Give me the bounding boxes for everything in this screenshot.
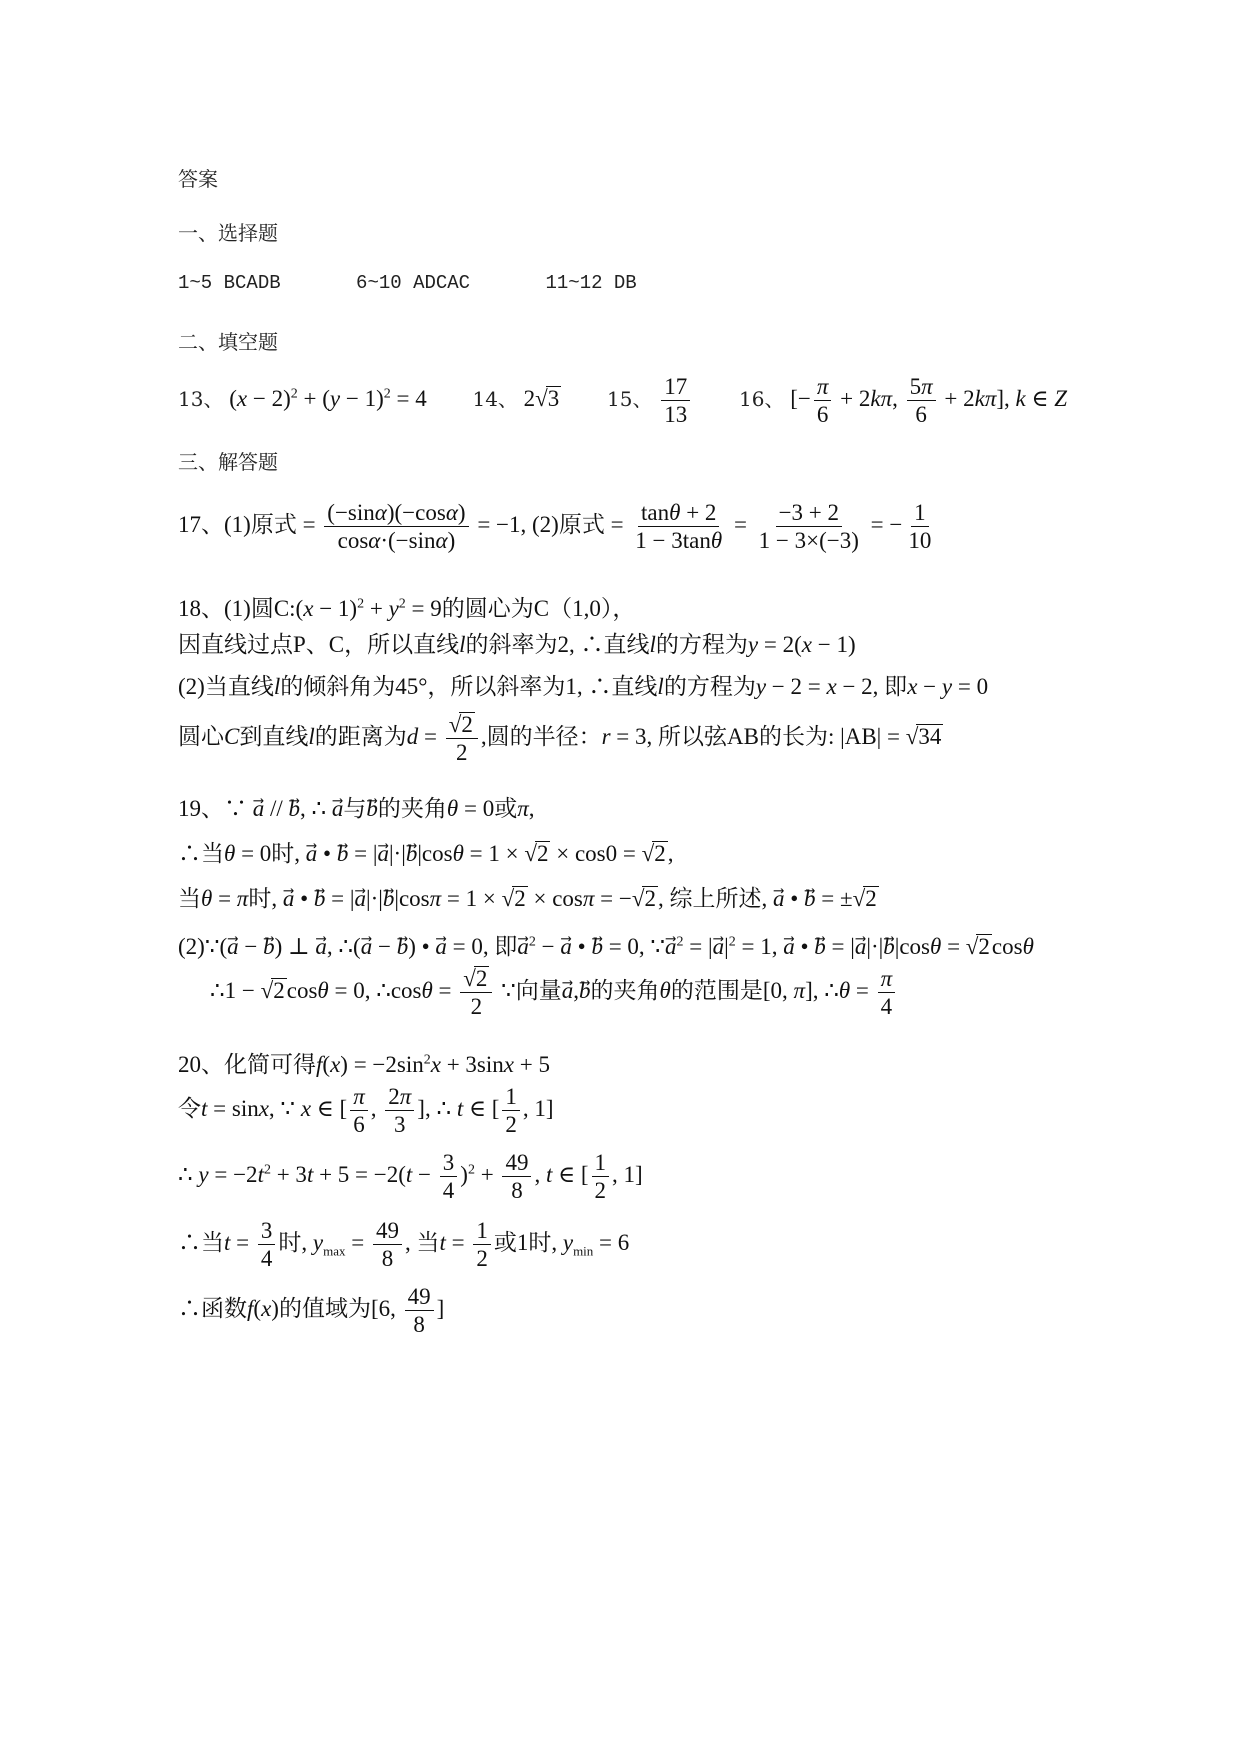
section-heading-solutions: 三、解答题 (178, 450, 278, 474)
fill-answers (178, 374, 1067, 428)
q18-line-4: 圆心C到直线l的距离为d = $\frac{√2}{2}$ ,圆的半径：r = 3, 所以弦AB的长为: |AB| = √34 (178, 712, 942, 766)
fill-answer-14: 2√3 (523, 386, 560, 412)
q19-line-4: (2)∵(a⃗ − b⃗) ⊥ a⃗, ∴(a⃗ − b⃗) • a⃗ = 0, 即$a^2$ − a⃗ • b⃗ = 0, $\because a^2$ = $|a⃗|^2 = 1$, a⃗ • b⃗ = |a⃗|·|b⃗|cosθ = √2cosθ (178, 934, 1034, 959)
q20-line-5: ∴函数f(x)的值域为[6, $\frac{49}{8}$ ] (178, 1284, 445, 1338)
q20-line-4: ∴当t = $\frac{3}{4}$ 时, $y_{max}$ = $\frac{49}{8}$ , 当t = $\frac{1}{2}$ 或1时, $y_{min} = 6$ (178, 1218, 630, 1272)
choice-answers-1: BCADB (223, 272, 281, 294)
q19-line-3: 当θ = π时, a⃗ • b⃗ = |a⃗|·|b⃗|cosπ = 1 × √2 × cosπ = −√2, 综上所述, a⃗ • b⃗ = ±√2 (178, 886, 877, 911)
q20-line-1: 20、化简可得$f(x) = -2\sin^2x + 3\sin x + 5$ (178, 1052, 550, 1077)
q19-line-1: 19、∵ a⃗ // b⃗, ∴ a⃗与b⃗的夹角θ = 0或π, (178, 796, 535, 821)
q20-line-3: ∴ $y = -2t^2 + 3t + 5 = -2(t$ − $\frac{3}{4}$ )$^2$ + $\frac{49}{8}$ , t ∈ [ $\frac{1}{2}$ , 1] (178, 1150, 643, 1204)
section-heading-choice: 一、选择题 (178, 221, 278, 245)
fill-answer-13: $(x - 2)^2 + (y - 1)^2 = 4$ (229, 386, 427, 412)
choice-range-1: 1~5 (178, 272, 213, 294)
fill-label-13: 13、 (178, 387, 224, 412)
choice-answers-3: DB (613, 272, 637, 294)
section-heading-fill: 二、填空题 (178, 330, 278, 354)
fill-answer-15: $\frac{17}{13}$ (661, 374, 690, 428)
q18-line-3: (2)当直线l的倾斜角为45°，所以斜率为1, ∴直线l的方程为y − 2 = x − 2, 即x − y = 0 (178, 674, 989, 699)
doc-title: 答案 (178, 167, 218, 191)
choice-range-3: 11~12 (545, 272, 603, 294)
fill-label-16: 16、 (739, 387, 785, 412)
q18-line-1: 18、(1)圆C:(x − $1)^2 + y^2 = 9$的圆心为C（1,0）， (178, 596, 636, 621)
fill-answer-16: [− $\frac{\pi}{6}$ + 2kπ, $\frac{5\pi}{6}$ + 2kπ], k ∈ Z (790, 374, 1068, 428)
choice-range-2: 6~10 (356, 272, 402, 294)
q17-solution: 17、(1)原式 = $\frac{(-\sin\alpha)(-\cos\alpha)}{\cos\alpha\cdot(-\sin\alpha)}$ = −1, (2)原式 = $\frac{\tan\theta + 2}{1 - 3\tan\theta}$ = $\frac{-3 + 2}{1 - 3\times(-3)}$ = − $\frac{1}{10}$ (178, 500, 932, 554)
q19-line-5: ∴1 − √2cosθ = 0, ∴cosθ = $\frac{√2}{2}$ ∵向量a⃗,b⃗的夹角θ的范围是[0, π], ∴θ = $\frac{\pi}{4}$ (210, 966, 898, 1020)
q19-line-2: ∴当θ = 0时, a⃗ • b⃗ = |a⃗|·|b⃗|cosθ = 1 × √2 × cos0 = √2, (178, 841, 674, 866)
q18-line-2: 因直线过点P、C，所以直线l的斜率为2, ∴直线l的方程为y = 2(x − 1) (178, 632, 856, 657)
choice-answers-2: ADCAC (413, 272, 471, 294)
fill-label-14: 14、 (472, 387, 518, 412)
fill-label-15: 15、 (607, 387, 653, 412)
choice-answers (178, 272, 637, 294)
q20-line-2: 令t = sinx, ∵ x ∈ [ $\frac{\pi}{6}$ , $\frac{2\pi}{3}$ ], ∴ t ∈ [ $\frac{1}{2}$ , 1] (178, 1084, 554, 1138)
